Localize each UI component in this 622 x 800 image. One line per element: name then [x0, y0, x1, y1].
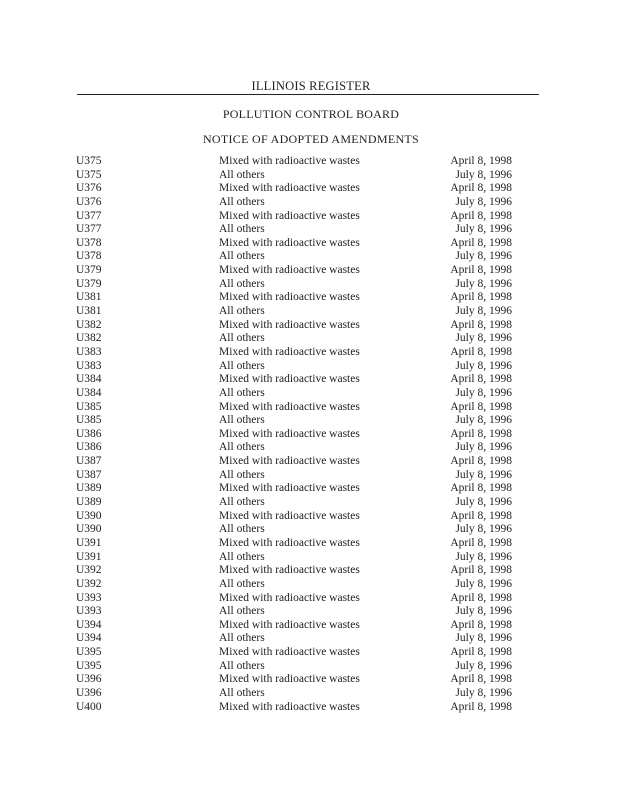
- effective-date: July 8, 1996: [455, 168, 512, 181]
- waste-code: U390: [76, 509, 102, 522]
- waste-code: U396: [76, 686, 102, 699]
- table-row: [0, 373, 622, 387]
- waste-description: Mixed with radioactive wastes: [219, 155, 360, 167]
- waste-description: All others: [219, 632, 265, 645]
- effective-date: April 8, 1998: [450, 673, 512, 686]
- waste-description: Mixed with radioactive wastes: [219, 509, 360, 522]
- effective-date: April 8, 1998: [450, 482, 512, 495]
- waste-description: Mixed with radioactive wastes: [219, 182, 360, 195]
- table-row: [0, 237, 622, 251]
- waste-description: Mixed with radioactive wastes: [219, 591, 360, 604]
- table-row: [0, 264, 622, 278]
- waste-code: U387: [76, 468, 102, 481]
- table-row: [0, 537, 622, 551]
- effective-date: July 8, 1996: [455, 659, 512, 672]
- effective-date: July 8, 1996: [455, 386, 512, 399]
- waste-description: Mixed with radioactive wastes: [219, 345, 360, 358]
- effective-date: July 8, 1996: [455, 223, 512, 236]
- table-row: [0, 223, 622, 237]
- table-row: [0, 291, 622, 305]
- notice-title: NOTICE OF ADOPTED AMENDMENTS: [202, 132, 420, 146]
- table-row: [0, 278, 622, 292]
- waste-code: U386: [76, 427, 102, 440]
- table-row: [0, 496, 622, 510]
- effective-date: April 8, 1998: [450, 182, 512, 195]
- table-row: [0, 578, 622, 592]
- waste-code: U376: [76, 195, 102, 208]
- effective-date: July 8, 1996: [455, 605, 512, 618]
- waste-description: All others: [219, 250, 265, 263]
- effective-date: July 8, 1996: [455, 468, 512, 481]
- effective-date: April 8, 1998: [450, 236, 512, 249]
- effective-date: April 8, 1998: [450, 318, 512, 331]
- header-divider: [77, 94, 539, 95]
- effective-date: July 8, 1996: [455, 632, 512, 645]
- waste-description: Mixed with radioactive wastes: [219, 400, 360, 413]
- effective-date: April 8, 1998: [450, 618, 512, 631]
- effective-date: July 8, 1996: [455, 250, 512, 263]
- table-row: [0, 360, 622, 374]
- effective-date: April 8, 1998: [450, 427, 512, 440]
- effective-date: April 8, 1998: [450, 373, 512, 386]
- table-row: [0, 701, 622, 715]
- waste-description: Mixed with radioactive wastes: [219, 564, 360, 577]
- table-row: [0, 469, 622, 483]
- table-row: [0, 455, 622, 469]
- table-row: [0, 414, 622, 428]
- effective-date: July 8, 1996: [455, 414, 512, 427]
- waste-code: U386: [76, 441, 102, 454]
- waste-code: U390: [76, 523, 102, 536]
- agency-name: POLLUTION CONTROL BOARD: [222, 107, 400, 121]
- waste-code: U395: [76, 646, 102, 659]
- table-row: [0, 196, 622, 210]
- effective-date: July 8, 1996: [455, 277, 512, 290]
- waste-code: U392: [76, 577, 102, 590]
- effective-date: April 8, 1998: [450, 646, 512, 659]
- table-row: [0, 551, 622, 565]
- effective-date: July 8, 1996: [455, 496, 512, 509]
- table-row: [0, 182, 622, 196]
- waste-description: Mixed with radioactive wastes: [219, 455, 360, 468]
- waste-description: All others: [219, 305, 265, 318]
- waste-code: U395: [76, 659, 102, 672]
- effective-date: July 8, 1996: [455, 332, 512, 345]
- waste-description: All others: [219, 605, 265, 618]
- table-row: [0, 482, 622, 496]
- waste-description: All others: [219, 686, 265, 699]
- waste-code: U385: [76, 414, 102, 427]
- waste-code: U382: [76, 332, 102, 345]
- waste-code: U391: [76, 536, 102, 549]
- table-row: [0, 387, 622, 401]
- waste-code: U393: [76, 591, 102, 604]
- waste-description: All others: [219, 496, 265, 509]
- table-row: [0, 632, 622, 646]
- waste-description: All others: [219, 386, 265, 399]
- effective-date: April 8, 1998: [450, 291, 512, 304]
- table-row: [0, 401, 622, 415]
- table-row: [0, 510, 622, 524]
- waste-code: U375: [76, 155, 102, 167]
- waste-code: U392: [76, 564, 102, 577]
- table-row: [0, 441, 622, 455]
- table-row: [0, 346, 622, 360]
- waste-description: All others: [219, 577, 265, 590]
- waste-description: Mixed with radioactive wastes: [219, 673, 360, 686]
- waste-description: All others: [219, 414, 265, 427]
- waste-description: Mixed with radioactive wastes: [219, 209, 360, 222]
- effective-date: July 8, 1996: [455, 686, 512, 699]
- waste-code: U389: [76, 496, 102, 509]
- table-row: [0, 673, 622, 687]
- effective-date: July 8, 1996: [455, 523, 512, 536]
- effective-date: April 8, 1998: [450, 536, 512, 549]
- effective-date: April 8, 1998: [450, 455, 512, 468]
- waste-description: All others: [219, 168, 265, 181]
- waste-code: U375: [76, 168, 102, 181]
- waste-description: All others: [219, 550, 265, 563]
- table-row: [0, 619, 622, 633]
- waste-code: U385: [76, 400, 102, 413]
- effective-date: July 8, 1996: [455, 359, 512, 372]
- waste-description: Mixed with radioactive wastes: [219, 427, 360, 440]
- effective-date: April 8, 1998: [450, 700, 512, 713]
- table-row: [0, 523, 622, 537]
- waste-description: Mixed with radioactive wastes: [219, 482, 360, 495]
- waste-code: U389: [76, 482, 102, 495]
- effective-date: April 8, 1998: [450, 509, 512, 522]
- table-row: [0, 250, 622, 264]
- effective-date: July 8, 1996: [455, 550, 512, 563]
- waste-description: All others: [219, 277, 265, 290]
- table-row: [0, 210, 622, 224]
- table-row: [0, 564, 622, 578]
- waste-description: All others: [219, 332, 265, 345]
- register-title: ILLINOIS REGISTER: [251, 79, 371, 93]
- table-row: [0, 332, 622, 346]
- effective-date: April 8, 1998: [450, 155, 512, 167]
- waste-code: U393: [76, 605, 102, 618]
- waste-code: U384: [76, 386, 102, 399]
- waste-description: All others: [219, 659, 265, 672]
- waste-code: U377: [76, 209, 102, 222]
- waste-description: All others: [219, 359, 265, 372]
- waste-code: U396: [76, 673, 102, 686]
- waste-code: U378: [76, 236, 102, 249]
- waste-code: U384: [76, 373, 102, 386]
- table-row: [0, 428, 622, 442]
- waste-description: All others: [219, 223, 265, 236]
- waste-code: U376: [76, 182, 102, 195]
- waste-code: U394: [76, 618, 102, 631]
- waste-description: All others: [219, 195, 265, 208]
- waste-description: Mixed with radioactive wastes: [219, 618, 360, 631]
- waste-code: U381: [76, 305, 102, 318]
- effective-date: July 8, 1996: [455, 577, 512, 590]
- waste-code: U379: [76, 277, 102, 290]
- waste-code: U379: [76, 264, 102, 277]
- effective-date: July 8, 1996: [455, 305, 512, 318]
- waste-code: U387: [76, 455, 102, 468]
- table-row: [0, 605, 622, 619]
- table-row: [0, 646, 622, 660]
- table-row: [0, 305, 622, 319]
- effective-date: July 8, 1996: [455, 195, 512, 208]
- waste-description: Mixed with radioactive wastes: [219, 291, 360, 304]
- waste-code: U381: [76, 291, 102, 304]
- table-row: [0, 687, 622, 701]
- effective-date: April 8, 1998: [450, 209, 512, 222]
- waste-description: Mixed with radioactive wastes: [219, 318, 360, 331]
- waste-code: U383: [76, 359, 102, 372]
- waste-description: Mixed with radioactive wastes: [219, 536, 360, 549]
- waste-description: Mixed with radioactive wastes: [219, 373, 360, 386]
- table-row: [0, 660, 622, 674]
- waste-code: U383: [76, 345, 102, 358]
- waste-description: All others: [219, 523, 265, 536]
- waste-description: All others: [219, 441, 265, 454]
- waste-code: U391: [76, 550, 102, 563]
- table-row: [0, 155, 622, 169]
- table-row: [0, 319, 622, 333]
- effective-date: April 8, 1998: [450, 400, 512, 413]
- effective-date: April 8, 1998: [450, 264, 512, 277]
- waste-description: Mixed with radioactive wastes: [219, 264, 360, 277]
- waste-description: Mixed with radioactive wastes: [219, 700, 360, 713]
- effective-date: April 8, 1998: [450, 591, 512, 604]
- table-row: [0, 169, 622, 183]
- waste-description: All others: [219, 468, 265, 481]
- waste-code: U378: [76, 250, 102, 263]
- waste-code: U400: [76, 700, 102, 713]
- effective-date: April 8, 1998: [450, 345, 512, 358]
- effective-date: April 8, 1998: [450, 564, 512, 577]
- table-row: [0, 592, 622, 606]
- waste-code: U394: [76, 632, 102, 645]
- effective-date: July 8, 1996: [455, 441, 512, 454]
- waste-description: Mixed with radioactive wastes: [219, 236, 360, 249]
- waste-code: U382: [76, 318, 102, 331]
- waste-description: Mixed with radioactive wastes: [219, 646, 360, 659]
- waste-code-table: [0, 155, 622, 714]
- waste-code: U377: [76, 223, 102, 236]
